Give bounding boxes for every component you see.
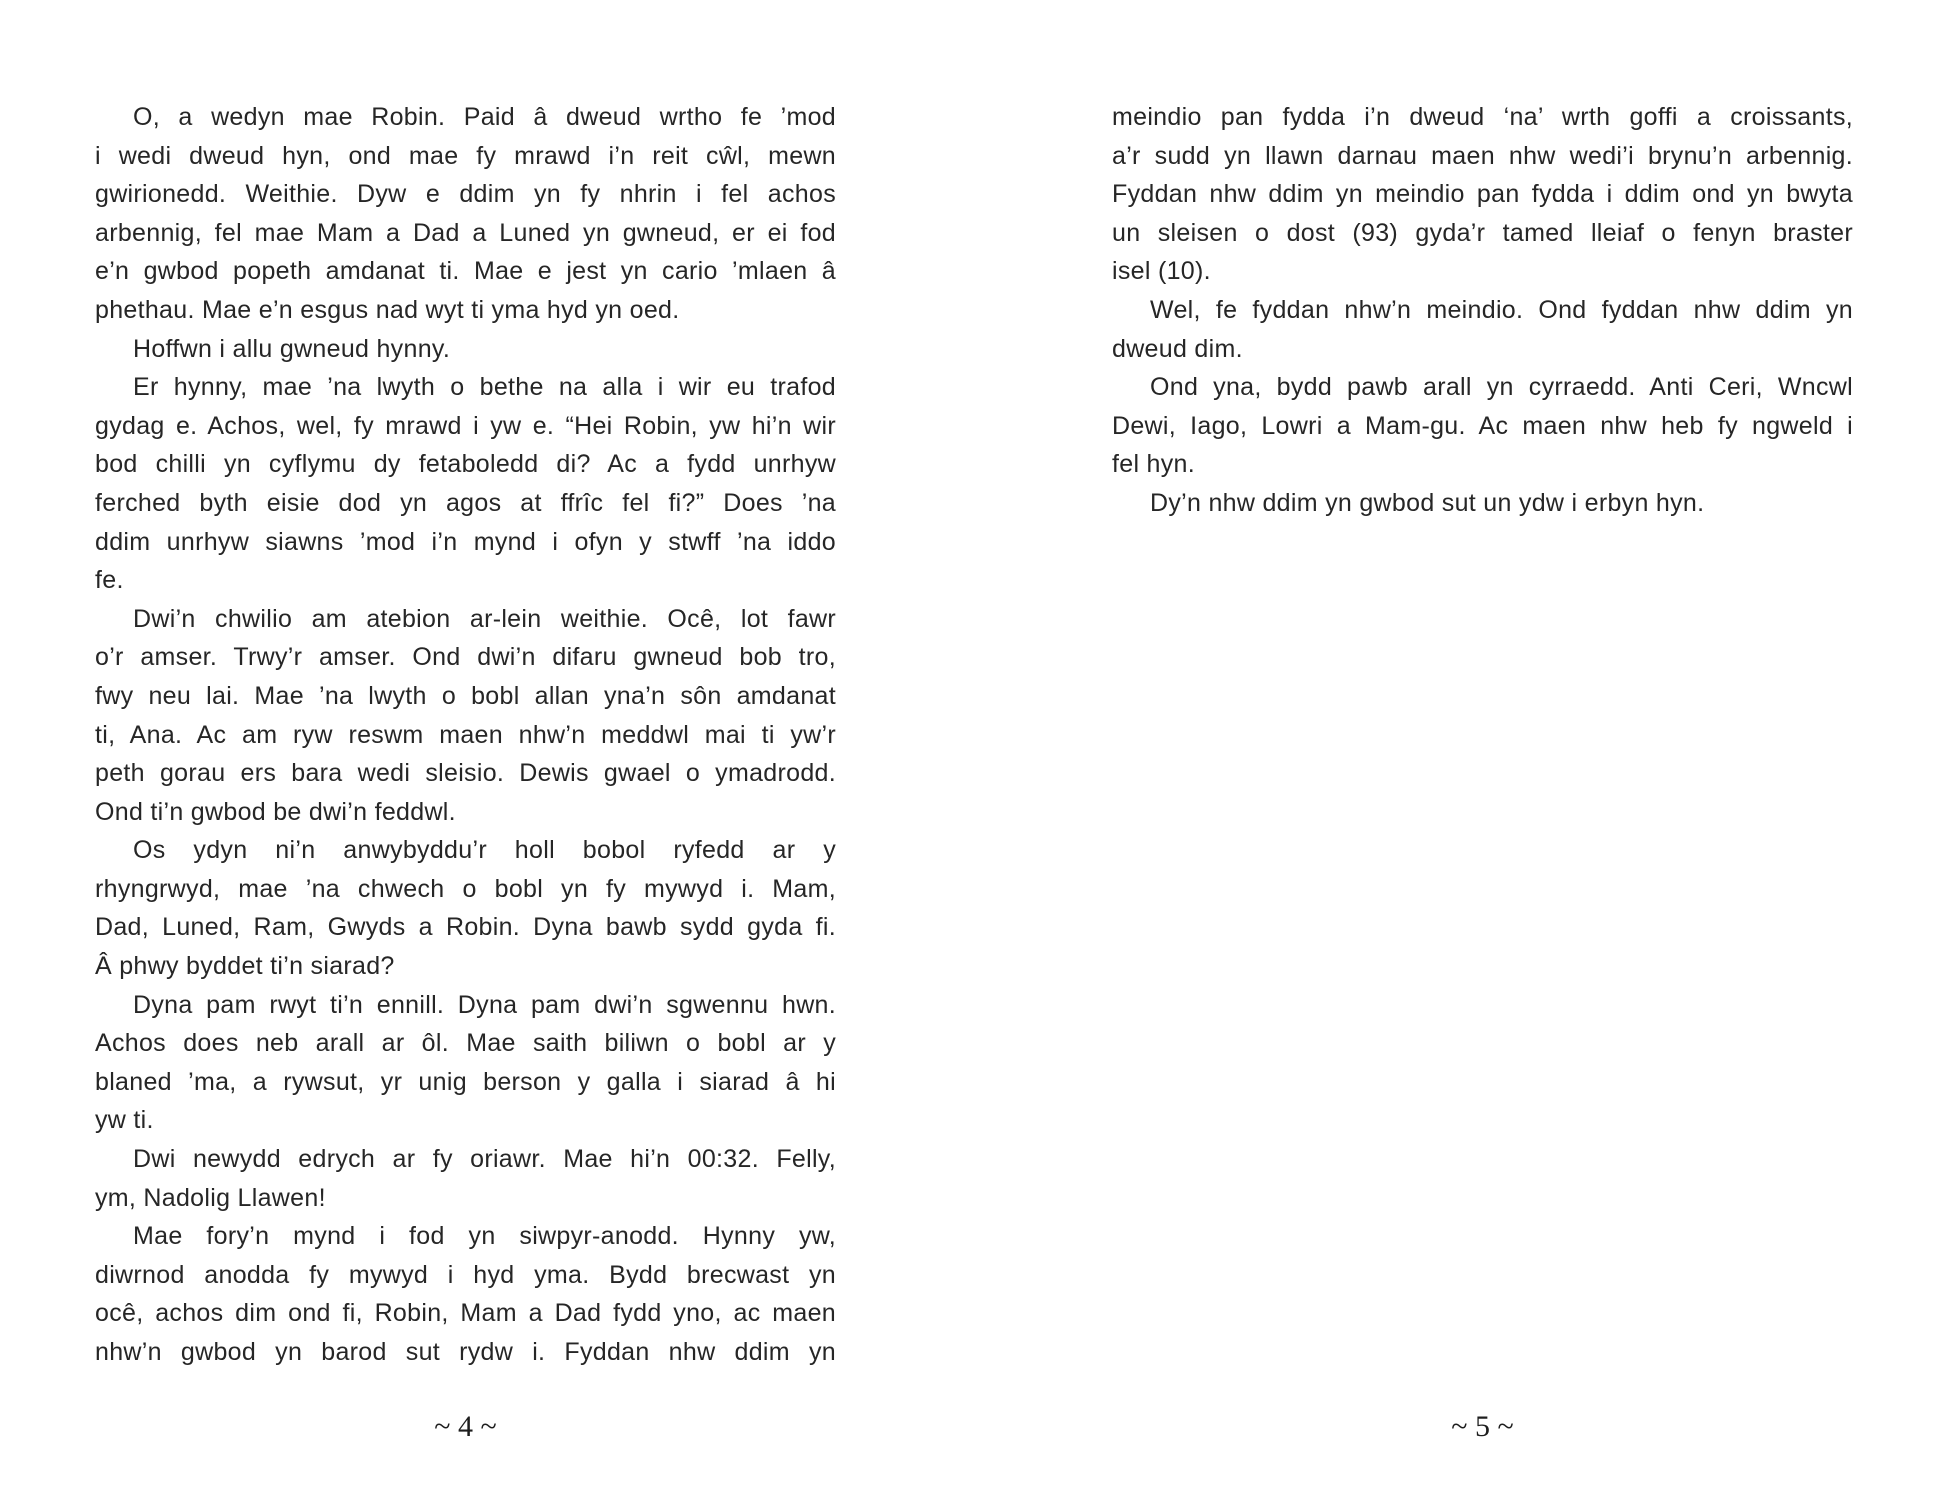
page-right-text-column bbox=[1112, 98, 1853, 523]
text-line: Ond ti’n gwbod be dwi’n feddwl. bbox=[95, 797, 456, 826]
text-line: o’r amser. Trwy’r amser. Ond dwi’n difaru gwneud bob tro, bbox=[95, 643, 836, 672]
text-line: Dewi, Iago, Lowri a Mam-gu. Ac maen nhw heb fy ngweld i bbox=[1112, 411, 1853, 440]
text-line: Wel, fe fyddan nhw’n meindio. Ond fyddan nhw ddim yn bbox=[1150, 295, 1853, 324]
text-line: i wedi dweud hyn, ond mae fy mrawd i’n reit cŵl, mewn bbox=[95, 141, 836, 170]
text-line: Os ydyn ni’n anwybyddu’r holl bobol ryfedd ar y bbox=[133, 836, 836, 865]
text-line: Dwi’n chwilio am atebion ar-lein weithie. Ocê, lot fawr bbox=[133, 604, 836, 633]
text-line: bod chilli yn cyflymu dy fetaboledd di? Ac a fydd unrhyw bbox=[95, 450, 836, 479]
text-line: ddim unrhyw siawns ’mod i’n mynd i ofyn y stwff ’na iddo bbox=[95, 527, 836, 556]
text-line: nhw’n gwbod yn barod sut rydw i. Fyddan nhw ddim yn bbox=[95, 1338, 836, 1366]
text-line: arbennig, fel mae Mam a Dad a Luned yn gwneud, er ei fod bbox=[95, 218, 836, 247]
page-left bbox=[95, 98, 836, 1494]
text-line: ti, Ana. Ac am ryw reswm maen nhw’n meddwl mai ti yw’r bbox=[95, 720, 836, 749]
text-line: gwirionedd. Weithie. Dyw e ddim yn fy nhrin i fel achos bbox=[95, 180, 836, 209]
page-number-right: ~ 5 ~ bbox=[1451, 1410, 1514, 1443]
text-line: fel hyn. bbox=[1112, 450, 1196, 479]
text-line: phethau. Mae e’n esgus nad wyt ti yma hyd yn oed. bbox=[95, 295, 680, 324]
text-line: fwy neu lai. Mae ’na lwyth o bobl allan yna’n sôn amdanat bbox=[95, 681, 836, 710]
text-line: diwrnod anodda fy mywyd i hyd yma. Bydd brecwast yn bbox=[95, 1260, 836, 1289]
text-line: un sleisen o dost (93) gyda’r tamed lleiaf o fenyn braster bbox=[1112, 218, 1853, 247]
text-line: ferched byth eisie dod yn agos at ffrîc fel fi?” Does ’na bbox=[95, 488, 836, 517]
text-line: Fyddan nhw ddim yn meindio pan fydda i ddim ond yn bwyta bbox=[1112, 180, 1853, 209]
text-line: peth gorau ers bara wedi sleisio. Dewis gwael o ymadrodd. bbox=[95, 759, 836, 788]
text-line: gydag e. Achos, wel, fy mrawd i yw e. “Hei Robin, yw hi’n wir bbox=[95, 411, 836, 440]
text-line: isel (10). bbox=[1112, 257, 1211, 286]
page-left-text-column bbox=[95, 98, 836, 1372]
text-line: Â phwy byddet ti’n siarad? bbox=[95, 952, 395, 981]
text-line: blaned ’ma, a rywsut, yr unig berson y galla i siarad â hi bbox=[95, 1067, 836, 1096]
text-line: yw ti. bbox=[95, 1106, 154, 1135]
text-line: Ond yna, bydd pawb arall yn cyrraedd. Anti Ceri, Wncwl bbox=[1150, 373, 1853, 402]
text-line: Dwi newydd edrych ar fy oriawr. Mae hi’n 00:32. Felly, bbox=[133, 1145, 836, 1174]
text-line: dweud dim. bbox=[1112, 334, 1243, 363]
text-line: Dy’n nhw ddim yn gwbod sut un ydw i erbyn hyn. bbox=[1150, 488, 1705, 517]
text-line: meindio pan fydda i’n dweud ‘na’ wrth goffi a croissants, bbox=[1112, 103, 1853, 131]
text-line: Hoffwn i allu gwneud hynny. bbox=[133, 334, 451, 363]
text-line: e’n gwbod popeth amdanat ti. Mae e jest yn cario ’mlaen â bbox=[95, 257, 836, 286]
text-line: Dyna pam rwyt ti’n ennill. Dyna pam dwi’n sgwennu hwn. bbox=[133, 990, 836, 1019]
text-line: ocê, achos dim ond fi, Robin, Mam a Dad fydd yno, ac maen bbox=[95, 1299, 836, 1328]
text-line: ym, Nadolig Llawen! bbox=[95, 1183, 326, 1212]
text-line: rhyngrwyd, mae ’na chwech o bobl yn fy mywyd i. Mam, bbox=[95, 874, 836, 903]
text-line: a’r sudd yn llawn darnau maen nhw wedi’i brynu’n arbennig. bbox=[1112, 141, 1853, 170]
text-line: O, a wedyn mae Robin. Paid â dweud wrtho fe ’mod bbox=[133, 103, 836, 131]
text-line: Mae fory’n mynd i fod yn siwpyr-anodd. Hynny yw, bbox=[133, 1222, 836, 1251]
text-line: Achos does neb arall ar ôl. Mae saith biliwn o bobl ar y bbox=[95, 1029, 836, 1058]
page-number-left: ~ 4 ~ bbox=[434, 1410, 497, 1443]
text-line: Er hynny, mae ’na lwyth o bethe na alla i wir eu trafod bbox=[133, 373, 836, 402]
text-line: fe. bbox=[95, 566, 124, 595]
text-line: Dad, Luned, Ram, Gwyds a Robin. Dyna bawb sydd gyda fi. bbox=[95, 913, 836, 942]
page-right bbox=[1112, 98, 1853, 1494]
